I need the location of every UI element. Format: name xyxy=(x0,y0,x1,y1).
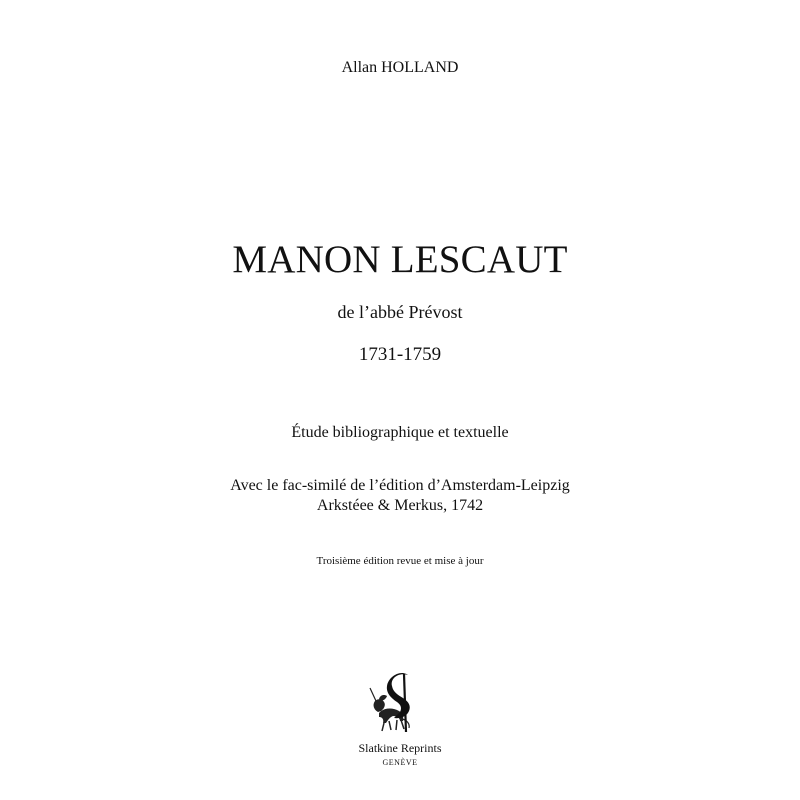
publication-dates: 1731-1759 xyxy=(358,344,442,365)
book-subtitle: de l’abbé Prévost xyxy=(337,302,463,322)
publisher-city: GENÈVE xyxy=(382,758,418,767)
publisher-name: Slatkine Reprints xyxy=(358,741,442,755)
facsimile-line-1: Avec le fac-similé de l’édition d’Amsterdam-Leipzig xyxy=(230,477,570,494)
author-name: Allan HOLLAND xyxy=(341,59,459,76)
facsimile-line-2: Arkstéee & Merkus, 1742 xyxy=(316,497,484,514)
edition-note: Troisième édition revue et mise à jour xyxy=(316,555,484,567)
book-title: MANON LESCAUT xyxy=(232,238,568,281)
unicorn-s-logo-icon xyxy=(362,668,434,738)
study-description: Étude bibliographique et textuelle xyxy=(291,424,509,441)
